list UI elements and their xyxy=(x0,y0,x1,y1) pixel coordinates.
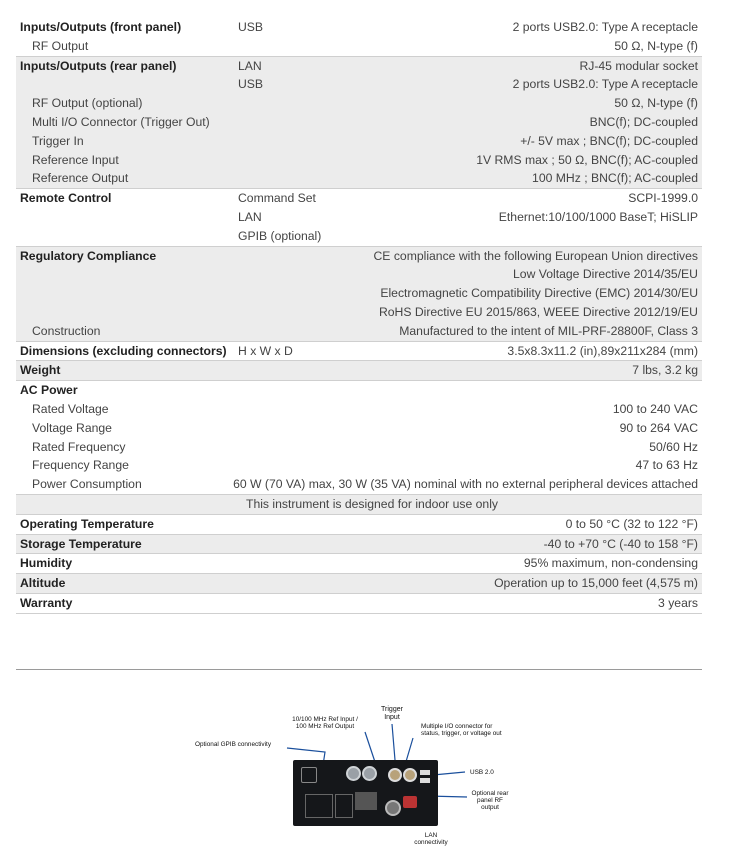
rear-panel-photo xyxy=(293,760,438,826)
spec-row xyxy=(16,554,702,573)
spec-value: 3 years xyxy=(658,595,698,610)
spec-row xyxy=(16,342,702,361)
spec-row xyxy=(16,57,702,76)
spec-label: RF Output (optional) xyxy=(32,96,143,111)
spec-row xyxy=(16,361,702,380)
spec-value: RoHS Directive EU 2015/863, WEEE Directive 2012/19/EU xyxy=(378,304,698,319)
spec-value: 2 ports USB2.0: Type A receptacle xyxy=(512,20,698,34)
spec-label: Frequency Range xyxy=(32,458,129,473)
spec-heading: Warranty xyxy=(20,595,73,610)
rf-callout-line3: output xyxy=(481,804,499,812)
spec-value: Electromagnetic Compatibility Directive (EMC) 2014/30/EU xyxy=(380,286,698,301)
spec-value: 7 lbs, 3.2 kg xyxy=(632,363,698,378)
spec-sublabel: USB xyxy=(238,77,264,92)
spec-heading: Operating Temperature xyxy=(20,516,154,531)
spec-row xyxy=(16,456,702,475)
spec-heading: Dimensions (excluding connectors) xyxy=(20,343,227,358)
ref-input-bnc xyxy=(346,766,361,781)
spec-label: Multi I/O Connector (Trigger Out) xyxy=(32,114,210,129)
spec-row xyxy=(16,37,702,56)
spec-row xyxy=(16,535,702,554)
spec-row xyxy=(16,515,702,534)
rf-callout xyxy=(469,790,511,812)
ref-output-bnc xyxy=(362,766,377,781)
spec-label: Reference Output xyxy=(32,171,129,186)
spec-section xyxy=(16,515,702,535)
spec-row xyxy=(16,594,702,613)
spec-value: 2 ports USB2.0: Type A receptacle xyxy=(512,77,698,92)
spec-value: 50 Ω, N-type (f) xyxy=(614,38,698,53)
multi-io-bnc xyxy=(403,768,417,782)
trigger-callout-line2: Input xyxy=(384,714,400,721)
spec-section xyxy=(16,381,702,495)
spec-row xyxy=(16,189,702,208)
spec-section xyxy=(16,189,702,246)
spec-row xyxy=(16,400,702,419)
multi-io-callout-line2: status, trigger, or voltage out xyxy=(421,730,502,738)
spec-label: Power Consumption xyxy=(32,477,142,492)
spec-row xyxy=(16,495,702,514)
spec-label: Construction xyxy=(32,323,101,338)
spec-row xyxy=(16,419,702,438)
spec-section xyxy=(16,495,702,515)
spec-row xyxy=(16,169,702,188)
spec-value: Manufactured to the intent of MIL-PRF-28800F, Class 3 xyxy=(399,323,698,338)
spec-sublabel: LAN xyxy=(238,209,262,224)
spec-value: 90 to 264 VAC xyxy=(619,420,698,435)
spec-heading: Altitude xyxy=(20,576,66,591)
spec-row xyxy=(16,18,702,37)
spec-row xyxy=(16,381,702,400)
spec-heading: Weight xyxy=(20,363,61,378)
rf-callout-line2: panel RF xyxy=(477,797,503,805)
spec-row xyxy=(16,208,702,227)
spec-section xyxy=(16,57,702,190)
spec-heading: Inputs/Outputs (rear panel) xyxy=(20,58,177,73)
spec-sublabel: H x W x D xyxy=(238,343,293,358)
spec-heading: Humidity xyxy=(20,556,73,571)
spec-section xyxy=(16,574,702,594)
lan-callout-line1: LAN xyxy=(424,832,438,839)
multi-io-callout-line1: Multiple I/O connector for xyxy=(421,723,493,730)
spec-row xyxy=(16,284,702,303)
lan-port xyxy=(385,800,401,816)
spec-label: Trigger In xyxy=(32,133,84,148)
spec-value: Operation up to 15,000 feet (4,575 m) xyxy=(494,576,698,591)
power-inlet xyxy=(305,794,333,818)
spec-row xyxy=(16,303,702,322)
trigger-bnc xyxy=(388,768,402,782)
spec-value: CE compliance with the following European Union directives xyxy=(373,248,698,263)
spec-label: Voltage Range xyxy=(32,420,112,435)
spec-value: 60 W (70 VA) max, 30 W (35 VA) nominal with no external peripheral devices attached xyxy=(233,477,698,492)
multi-io-callout xyxy=(421,723,502,737)
label-plate xyxy=(355,792,377,810)
ref-callout-line1: 10/100 MHz Ref Input / xyxy=(292,716,358,723)
trigger-callout xyxy=(375,706,409,722)
spec-row xyxy=(16,113,702,132)
spec-section xyxy=(16,554,702,574)
spec-row xyxy=(16,322,702,341)
spec-value: 50 Ω, N-type (f) xyxy=(614,96,698,111)
spec-value: 50/60 Hz xyxy=(649,439,698,454)
table-bottom-rule xyxy=(16,669,702,670)
spec-heading: Remote Control xyxy=(20,191,112,206)
spec-value: BNC(f); DC-coupled xyxy=(589,114,698,129)
spec-heading: Inputs/Outputs (front panel) xyxy=(20,20,182,34)
spec-value: RJ-45 modular socket xyxy=(579,58,698,73)
spec-sublabel: USB xyxy=(238,20,264,34)
rear-panel-diagram xyxy=(195,700,525,846)
spec-sublabel: Command Set xyxy=(238,191,316,206)
spec-value: +/- 5V max ; BNC(f); DC-coupled xyxy=(520,133,698,148)
usb-callout: USB 2.0 xyxy=(470,769,494,776)
spec-table xyxy=(16,18,702,614)
spec-row xyxy=(16,151,702,170)
spec-row xyxy=(16,247,702,266)
power-switch xyxy=(335,794,353,818)
spec-section xyxy=(16,18,702,57)
spec-heading: Storage Temperature xyxy=(20,536,142,551)
spec-row xyxy=(16,574,702,593)
spec-row xyxy=(16,94,702,113)
spec-section xyxy=(16,342,702,362)
spec-value: 100 to 240 VAC xyxy=(612,401,698,416)
spec-row xyxy=(16,75,702,94)
rf-callout-line1: Optional rear xyxy=(471,790,509,797)
ref-callout-line2: 100 MHz Ref Output xyxy=(295,723,355,731)
spec-section xyxy=(16,361,702,381)
spec-row xyxy=(16,132,702,151)
spec-value: 3.5x8.3x11.2 (in),89x211x284 (mm) xyxy=(507,343,698,358)
lan-callout xyxy=(409,832,453,846)
spec-value: 0 to 50 °C (32 to 122 °F) xyxy=(565,516,698,531)
spec-heading: AC Power xyxy=(20,383,78,398)
spec-sublabel: GPIB (optional) xyxy=(238,228,322,243)
spec-value: This instrument is designed for indoor use only xyxy=(246,496,499,511)
spec-label: Reference Input xyxy=(32,152,119,167)
spec-section xyxy=(16,594,702,614)
spec-value: 95% maximum, non-condensing xyxy=(523,556,698,571)
spec-row xyxy=(16,475,702,494)
spec-sublabel: LAN xyxy=(238,58,262,73)
spec-row xyxy=(16,438,702,457)
spec-row xyxy=(16,227,702,246)
spec-row xyxy=(16,265,702,284)
spec-value: SCPI-1999.0 xyxy=(628,191,698,206)
lan-callout-line2: connectivity xyxy=(414,839,448,846)
trigger-callout-line1: Trigger xyxy=(381,706,403,713)
usb-port-1 xyxy=(420,770,430,775)
spec-label: RF Output xyxy=(32,38,89,53)
spec-value: Ethernet:10/100/1000 BaseT; HiSLIP xyxy=(498,209,698,224)
spec-value: Low Voltage Directive 2014/35/EU xyxy=(513,267,698,282)
spec-heading: Regulatory Compliance xyxy=(20,248,157,263)
spec-value: -40 to +70 °C (-40 to 158 °F) xyxy=(543,536,698,551)
spec-value: 47 to 63 Hz xyxy=(635,458,698,473)
ref-callout xyxy=(283,716,367,730)
spec-label: Rated Voltage xyxy=(32,401,109,416)
spec-label: Rated Frequency xyxy=(32,439,126,454)
spec-value: 1V RMS max ; 50 Ω, BNC(f); AC-coupled xyxy=(476,152,698,167)
gpib-port xyxy=(301,767,317,783)
spec-section xyxy=(16,535,702,555)
usb-port-2 xyxy=(420,778,430,783)
rf-output-connector xyxy=(403,796,417,808)
spec-value: 100 MHz ; BNC(f); AC-coupled xyxy=(532,171,698,186)
gpib-callout: Optional GPIB connectivity xyxy=(195,741,272,748)
spec-section xyxy=(16,247,702,342)
